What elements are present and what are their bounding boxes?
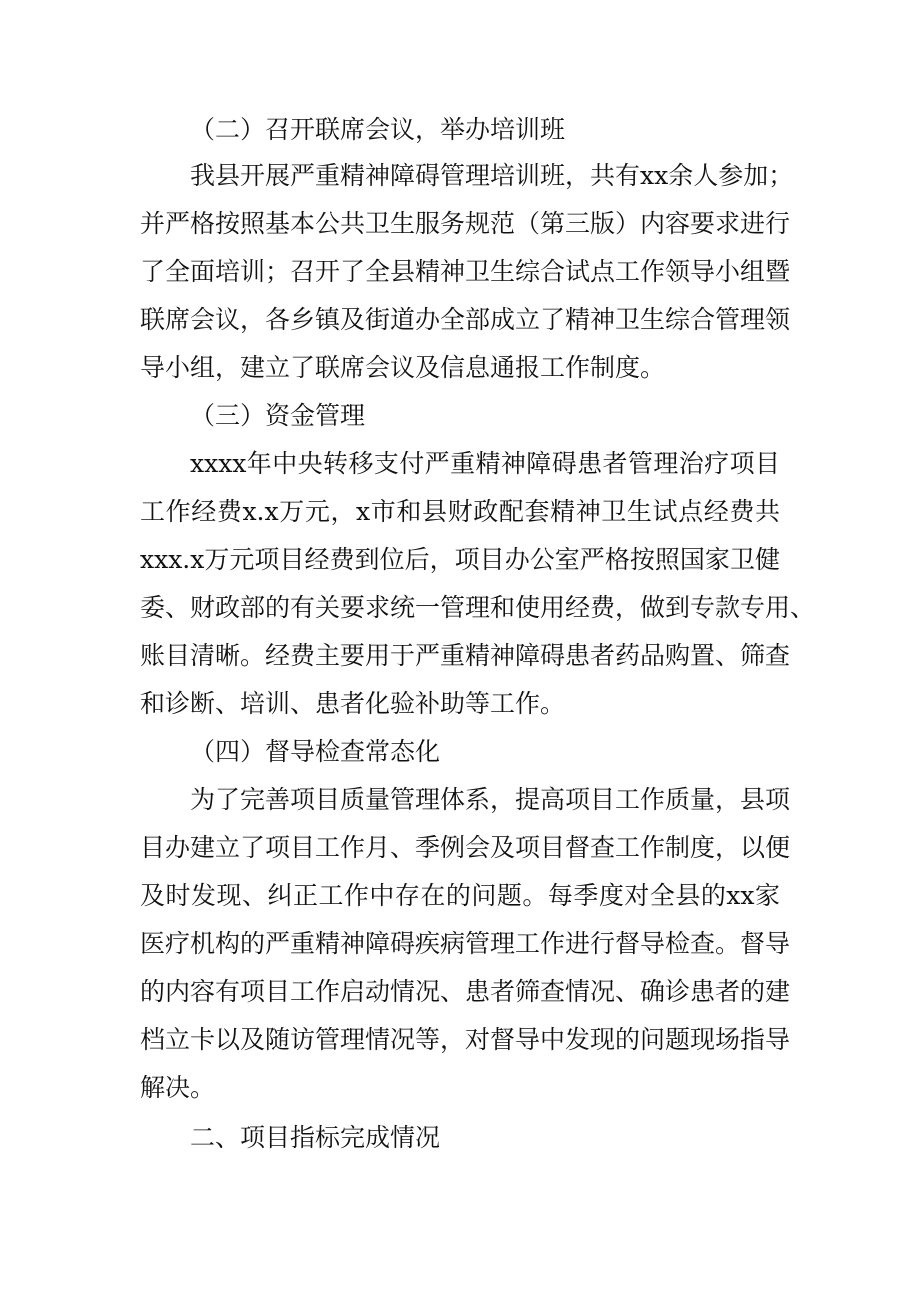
paragraph-line: 导小组，建立了联席会议及信息通报工作制度。 bbox=[140, 353, 666, 382]
section-heading-4: （四）督导检查常态化 bbox=[190, 737, 441, 766]
paragraph-line: 和诊断、培训、患者化验补助等工作。 bbox=[140, 689, 566, 718]
paragraph-line: 账目清晰。经费主要用于严重精神障碍患者药品购置、筛查 bbox=[140, 641, 791, 670]
paragraph-line: 医疗机构的严重精神障碍疾病管理工作进行督导检查。督导 bbox=[140, 929, 791, 958]
section-heading-3: （三）资金管理 bbox=[190, 401, 366, 430]
paragraph-line: 解决。 bbox=[140, 1073, 216, 1102]
paragraph-line: xxxx年中央转移支付严重精神障碍患者管理治疗项目 bbox=[190, 449, 780, 478]
paragraph-line: 为了完善项目质量管理体系，提高项目工作质量，县项 bbox=[190, 785, 791, 814]
section-heading-2: （二）召开联席会议，举办培训班 bbox=[190, 115, 566, 144]
paragraph-line: 目办建立了项目工作月、季例会及项目督查工作制度，以便 bbox=[140, 833, 791, 862]
paragraph-line: 工作经费x.x万元，x市和县财政配套精神卫生试点经费共 bbox=[140, 497, 780, 526]
paragraph-line: 我县开展严重精神障碍管理培训班，共有xx余人参加； bbox=[190, 161, 794, 190]
paragraph-line: 了全面培训；召开了全县精神卫生综合试点工作领导小组暨 bbox=[140, 257, 791, 286]
paragraph-line: 的内容有项目工作启动情况、患者筛查情况、确诊患者的建 bbox=[140, 977, 791, 1006]
paragraph-line: 联席会议，各乡镇及街道办全部成立了精神卫生综合管理领 bbox=[140, 305, 791, 334]
paragraph-line: xxx.x万元项目经费到位后，项目办公室严格按照国家卫健 bbox=[140, 545, 780, 574]
paragraph-line: 委、财政部的有关要求统一管理和使用经费，做到专款专用、 bbox=[140, 593, 816, 622]
paragraph-line: 档立卡以及随访管理情况等，对督导中发现的问题现场指导 bbox=[140, 1025, 791, 1054]
chapter-heading: 二、项目指标完成情况 bbox=[190, 1123, 441, 1152]
paragraph-line: 及时发现、纠正工作中存在的问题。每季度对全县的xx家 bbox=[140, 881, 780, 910]
paragraph-line: 并严格按照基本公共卫生服务规范（第三版）内容要求进行 bbox=[140, 209, 791, 238]
